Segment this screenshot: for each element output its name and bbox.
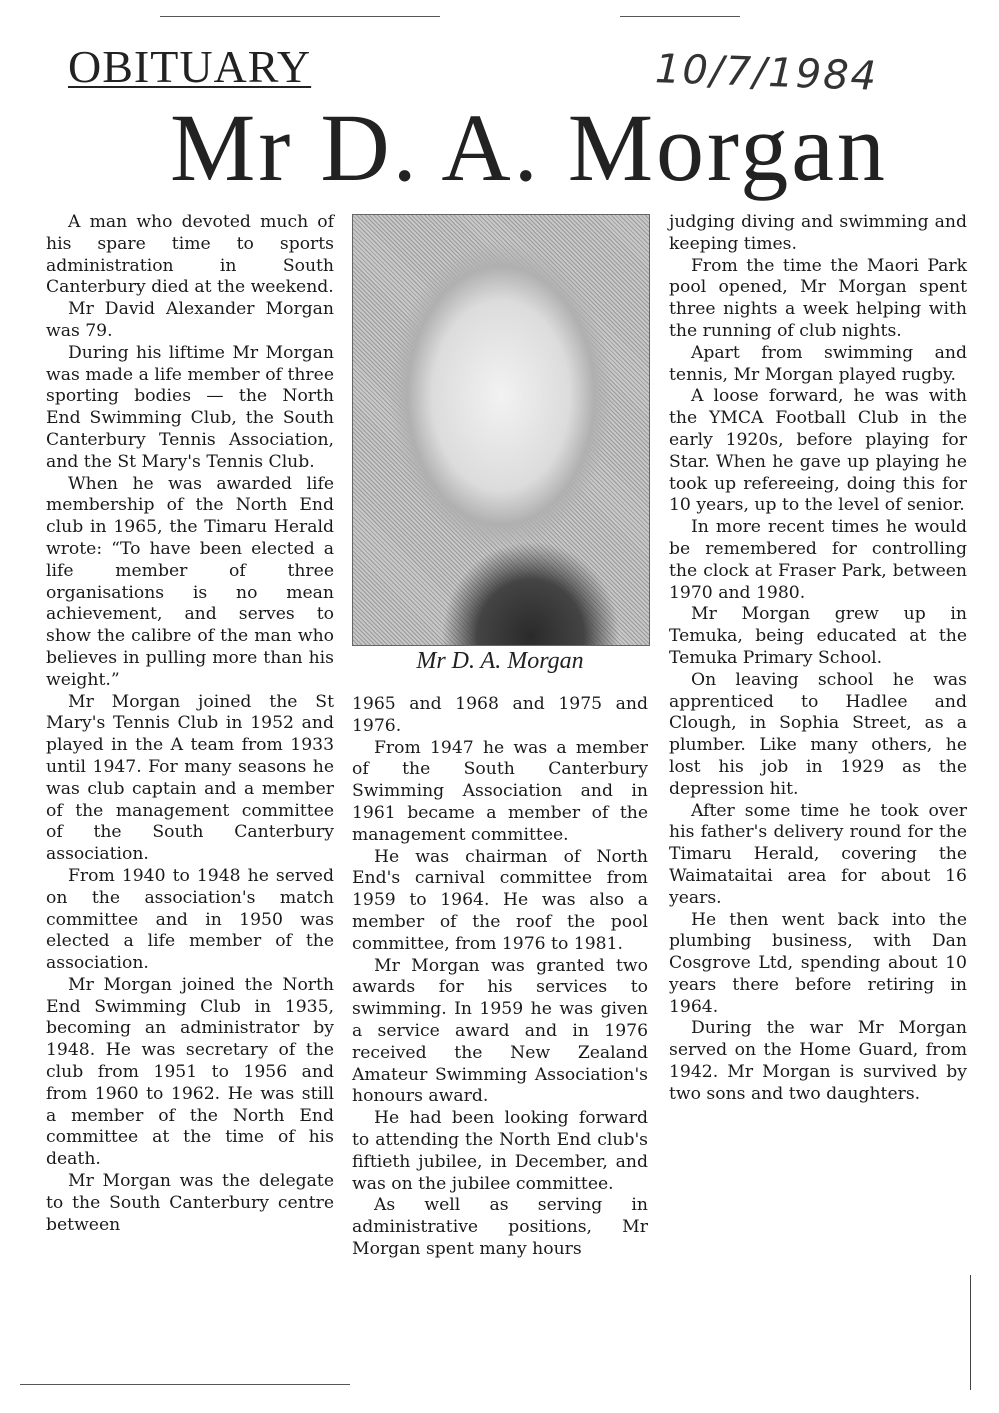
paragraph: judging diving and swimming and keeping times.	[669, 212, 967, 254]
paragraph: A loose forward, he was with the YMCA Football Club in the early 1920s, before playing for Star. When he gave up playing he took up refereeing, doing this for 10 years, up to the level of senior.	[669, 386, 967, 516]
paragraph: During his liftime Mr Morgan was made a life member of three sporting bodies — the North End Swimming Club, the South Canterbury Tennis Association, and the St Mary's Tennis Club.	[46, 342, 334, 472]
paragraph: Mr Morgan was granted two awards for his services to swimming. In 1959 he was given a service award and in 1976 received the New Zealand Amateur Swimming Association's honours award.	[352, 955, 648, 1107]
obituary-kicker: OBITUARY	[68, 41, 312, 92]
paragraph: 1965 and 1968 and 1975 and 1976.	[352, 694, 648, 736]
bottom-rule	[20, 1384, 350, 1385]
paragraph: Mr Morgan joined the North End Swimming Club in 1935, becoming an administrator by 1948. He was secretary of the club from 1951 to 1956 and from 1960 to 1962. He was still a member of the North End committee at the time of his death.	[46, 974, 334, 1170]
paragraph: Mr Morgan joined the St Mary's Tennis Club in 1952 and played in the A team from 1933 until 1947. For many seasons he was club captain and a member of the management committee of the South Canterbury association.	[46, 691, 334, 865]
paragraph: During the war Mr Morgan served on the Home Guard, from 1942. Mr Morgan is survived by two sons and two daughters.	[669, 1018, 967, 1104]
paragraph: He then went back into the plumbing business, with Dan Cosgrove Ltd, spending about 10 years there before retiring in 1964.	[669, 909, 967, 1017]
paragraph: From 1947 he was a member of the South Canterbury Swimming Association and in 1961 became a member of the management committee.	[352, 737, 648, 845]
paragraph: Mr David Alexander Morgan was 79.	[46, 299, 334, 341]
handwritten-date: 10/7/1984	[654, 46, 879, 100]
paragraph: Apart from swimming and tennis, Mr Morgan played rugby.	[669, 342, 967, 385]
photo-caption: Mr D. A. Morgan	[416, 648, 584, 674]
top-rule-right	[620, 16, 740, 17]
article-column-1	[46, 212, 334, 1236]
paragraph: Mr Morgan grew up in Temuka, being educated at the Temuka Primary School.	[669, 604, 967, 668]
paragraph: As well as serving in administrative positions, Mr Morgan spent many hours	[352, 1195, 648, 1259]
paragraph: He had been looking forward to attending the North End club's fiftieth jubilee, in December, and was on the jubilee committee.	[352, 1108, 648, 1194]
headline: Mr D. A. Morgan	[170, 94, 888, 201]
article-column-3	[669, 212, 967, 1106]
portrait-photo	[352, 214, 650, 646]
article-column-2	[352, 694, 648, 1261]
paragraph: Mr Morgan was the delegate to the South Canterbury centre between	[46, 1171, 334, 1235]
paragraph: He was chairman of North End's carnival committee from 1959 to 1964. He was also a member of the roof the pool committee, from 1976 to 1981.	[352, 846, 648, 954]
paragraph: After some time he took over his father's delivery round for the Timaru Herald, covering the Waimataitai area for about 16 years.	[669, 800, 967, 908]
paragraph: From the time the Maori Park pool opened, Mr Morgan spent three nights a week helping with the running of club nights.	[669, 255, 967, 341]
paragraph: On leaving school he was apprenticed to Hadlee and Clough, in Sophia Street, as a plumber. Like many others, he lost his job in 1929 as the depression hit.	[669, 669, 967, 799]
top-rule	[160, 16, 440, 17]
paragraph: When he was awarded life membership of the North End club in 1965, the Timaru Herald wrote: “To have been elected a life member of three organisations is no mean achievement, and serves to show the calibre of the man who believes in pulling more than his weight.”	[46, 473, 334, 690]
paragraph: In more recent times he would be remembered for controlling the clock at Fraser Park, between 1970 and 1980.	[669, 517, 967, 603]
paragraph: From 1940 to 1948 he served on the association's match committee and in 1950 was elected a life member of the association.	[46, 865, 334, 974]
paragraph: A man who devoted much of his spare time to sports administration in South Canterbury died at the weekend.	[46, 212, 334, 298]
column-rule-right	[970, 1275, 971, 1390]
